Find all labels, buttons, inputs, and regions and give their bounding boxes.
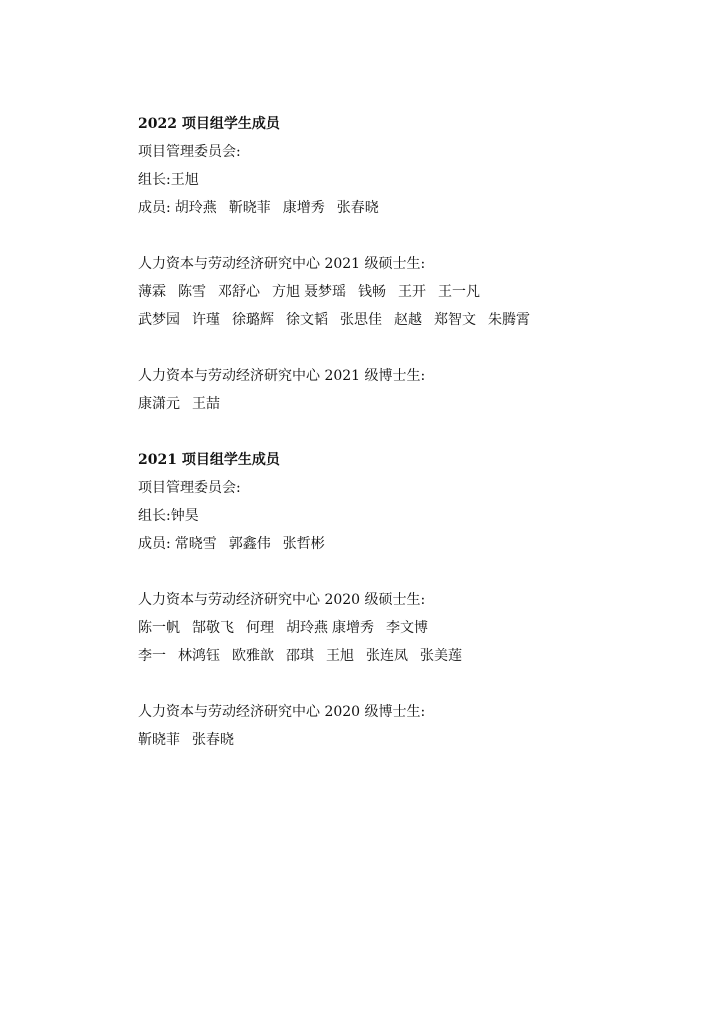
- phd-row: [138, 390, 698, 418]
- student-name: 朱腾霄: [488, 312, 530, 328]
- member-name: 靳晓菲: [228, 200, 271, 216]
- masters-row: [138, 278, 698, 306]
- student-name: 靳晓菲: [138, 732, 180, 748]
- members-line: [138, 194, 698, 222]
- student-name: 钱畅: [358, 284, 386, 300]
- masters-title: 人力资本与劳动经济研究中心 2020 级硕士生:: [138, 592, 426, 608]
- student-name: 张美莲: [420, 648, 462, 664]
- student-name: 张春晓: [192, 732, 234, 748]
- masters-row: [138, 306, 698, 334]
- leader-name: 王旭: [170, 172, 199, 188]
- member-name: 胡玲燕: [174, 200, 217, 216]
- masters-row: [138, 614, 698, 642]
- member-name: 张春晓: [336, 200, 379, 216]
- document-page: [138, 110, 698, 754]
- member-name: 郭鑫伟: [228, 536, 271, 552]
- student-name: 李一: [138, 648, 166, 664]
- student-name: 王旭: [326, 648, 354, 664]
- student-name: 薄霖: [138, 284, 166, 300]
- phd-title: 人力资本与劳动经济研究中心 2020 级博士生:: [138, 704, 426, 720]
- student-name: 康增秀: [332, 620, 374, 636]
- student-name: 康潇元: [138, 396, 180, 412]
- leader-name: 钟昊: [170, 508, 199, 524]
- student-name: 陈雪: [178, 284, 206, 300]
- masters-title: 人力资本与劳动经济研究中心 2021 级硕士生:: [138, 256, 426, 272]
- student-name: 邵琪: [286, 648, 314, 664]
- committee-label: 项目管理委员会:: [138, 480, 241, 496]
- spacer: [138, 558, 698, 586]
- masters-row: [138, 642, 698, 670]
- leader-line: [138, 502, 698, 530]
- phd-row: [138, 726, 698, 754]
- members-line: [138, 530, 698, 558]
- student-name: 张连凤: [366, 648, 408, 664]
- student-name: 郜敬飞: [192, 620, 234, 636]
- member-name: 常晓雪: [174, 536, 217, 552]
- student-name: 王喆: [192, 396, 220, 412]
- spacer: [138, 418, 698, 446]
- member-name: 康增秀: [282, 200, 325, 216]
- student-name: 李文博: [386, 620, 428, 636]
- student-name: 张思佳: [340, 312, 382, 328]
- student-name: 许瑾: [192, 312, 220, 328]
- student-name: 林鸿钰: [178, 648, 220, 664]
- spacer: [138, 670, 698, 698]
- student-name: 武梦园: [138, 312, 180, 328]
- student-name: 何理: [246, 620, 274, 636]
- student-name: 徐璐辉: [232, 312, 274, 328]
- section-title: 2021 项目组学生成员: [138, 452, 280, 468]
- section-title: 2022 项目组学生成员: [138, 116, 280, 132]
- member-name: 张哲彬: [282, 536, 325, 552]
- student-name: 邓舒心: [218, 284, 260, 300]
- student-name: 方旭: [272, 284, 300, 300]
- student-name: 王开: [398, 284, 426, 300]
- leader-label: 组长:: [138, 172, 171, 188]
- phd-title: 人力资本与劳动经济研究中心 2021 级博士生:: [138, 368, 426, 384]
- student-name: 王一凡: [438, 284, 480, 300]
- student-name: 陈一帆: [138, 620, 180, 636]
- student-name: 徐文韬: [286, 312, 328, 328]
- student-name: 聂梦瑶: [304, 284, 346, 300]
- leader-line: [138, 166, 698, 194]
- student-name: 胡玲燕: [286, 620, 328, 636]
- student-name: 欧雅歆: [232, 648, 274, 664]
- committee-label: 项目管理委员会:: [138, 144, 241, 160]
- members-label: 成员:: [138, 200, 171, 216]
- student-name: 赵越: [394, 312, 422, 328]
- leader-label: 组长:: [138, 508, 171, 524]
- student-name: 郑智文: [434, 312, 476, 328]
- spacer: [138, 334, 698, 362]
- members-label: 成员:: [138, 536, 171, 552]
- spacer: [138, 222, 698, 250]
